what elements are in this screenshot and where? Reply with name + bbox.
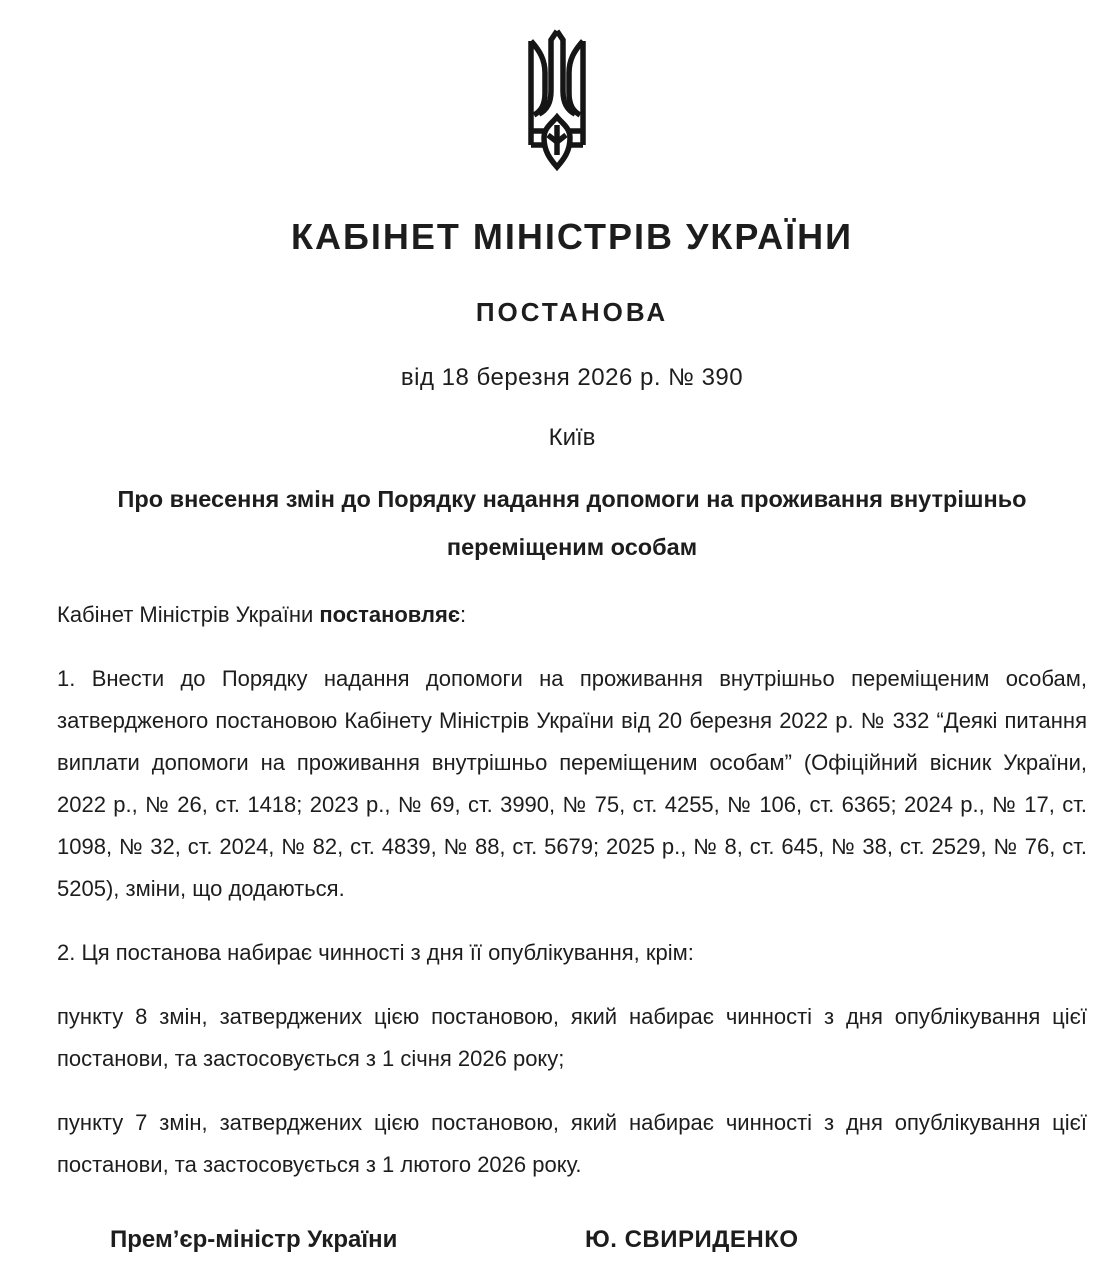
paragraph-2: 2. Ця постанова набирає чинності з дня її опублікування, крім: bbox=[57, 940, 694, 965]
document-content bbox=[0, 217, 1113, 1186]
document-type: ПОСТАНОВА bbox=[475, 297, 669, 327]
signatory-position: Прем’єр-міністр України bbox=[110, 1226, 398, 1253]
paragraph-1: 1. Внести до Порядку надання допомоги на проживання внутрішньо переміщеним особам, затвердженого постановою Кабінету Міністрів України від 20 березня 2022 р. № 332 “Деякі питання виплати допомоги на проживання внутрішньо переміщеним особам” (Офіційний вісник України, 2022 р., № 26, ст. 1418; 2023 р., № 69, ст. 3990, № 75, ст. 4255, № 106, ст. 6365; 2024 р., № 17, ст. 1098, № 32, ст. 2024, № 82, ст. 4839, № 88, ст. 5679; 2025 р., № 8, ст. 645, № 38, ст. 2529, № 76, ст. 5205), зміни, що додаються. bbox=[57, 666, 1087, 901]
preamble-verb: постановляє bbox=[319, 602, 460, 627]
preamble bbox=[57, 594, 1087, 636]
preamble-text: Кабінет Міністрів України bbox=[57, 602, 320, 627]
paragraph-3: пункту 8 змін, затверджених цією постановою, який набирає чинності з дня опублікування цієї постанови, та застосовується з 1 січня 2026 року; bbox=[57, 1004, 1087, 1071]
paragraph-4: пункту 7 змін, затверджених цією постановою, який набирає чинності з дня опублікування цієї постанови, та застосовується з 1 лютого 2026 року. bbox=[57, 1110, 1087, 1177]
organization-name: КАБІНЕТ МІНІСТРІВ УКРАЇНИ bbox=[291, 216, 853, 257]
date-number-line: від 18 березня 2026 р. № 390 bbox=[400, 364, 744, 391]
document-title: Про внесення змін до Порядку надання допомоги на проживання внутрішньо переміщеним особам bbox=[117, 486, 1027, 560]
signature-block bbox=[0, 1226, 1113, 1266]
preamble-colon: : bbox=[460, 602, 467, 627]
city-line: Київ bbox=[548, 424, 596, 451]
signatory-name: Ю. СВИРИДЕНКО bbox=[585, 1226, 799, 1253]
ukraine-trident-icon bbox=[509, 27, 605, 171]
emblem bbox=[0, 0, 1113, 171]
